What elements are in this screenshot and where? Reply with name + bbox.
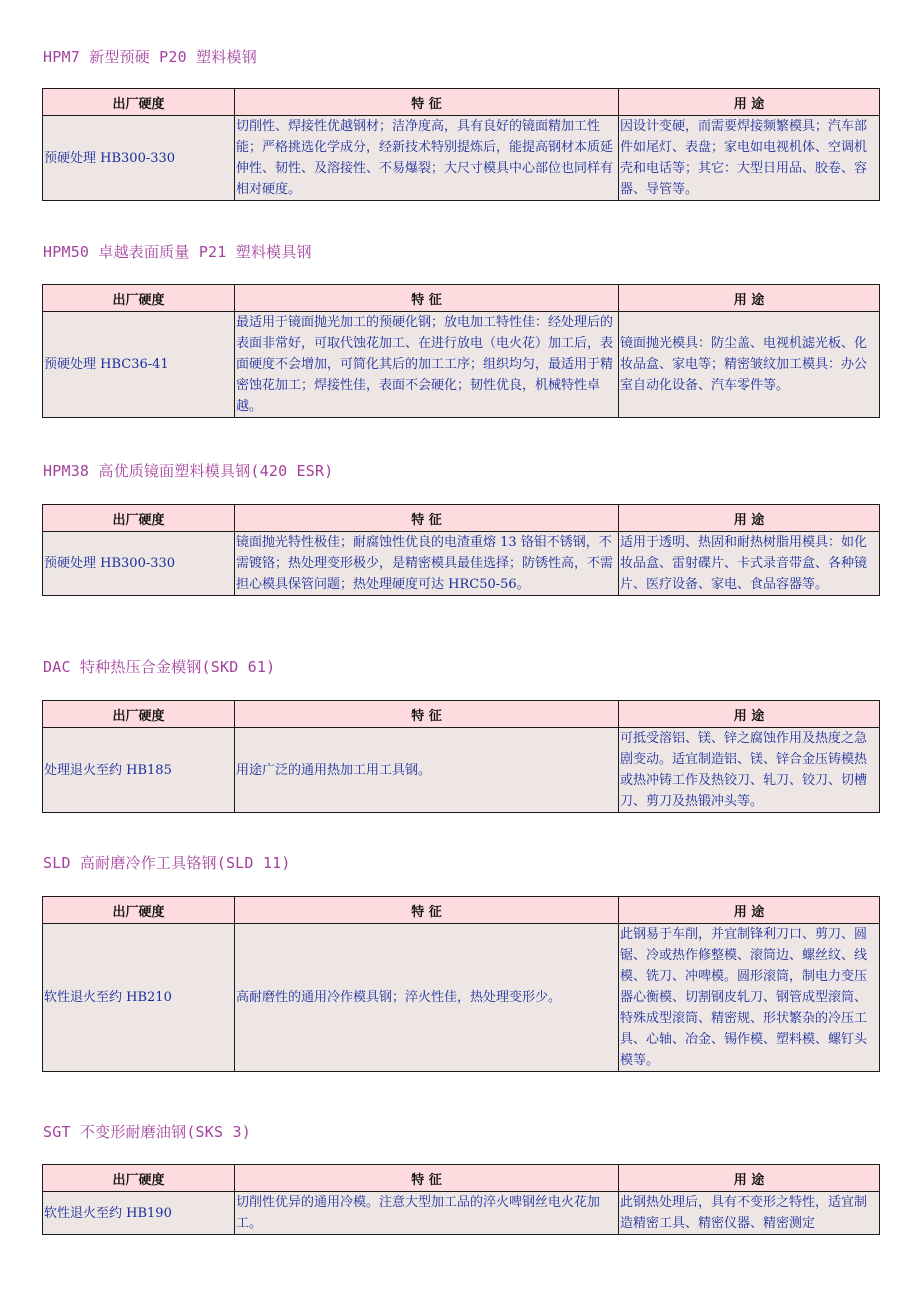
table-row	[43, 924, 880, 1072]
header-usage: 用 途	[619, 505, 880, 532]
section-title-sld: SLD 高耐磨冷作工具铬钢(SLD 11)	[43, 854, 291, 872]
header-hardness: 出厂硬度	[43, 285, 235, 312]
usage-cell: 可抵受溶铝、镁、锌之腐蚀作用及热度之急剧变动。适宜制造铝、镁、锌合金压铸模热或热冲铸工作及热铰刀、轧刀、铰刀、切槽刀、剪刀及热锻冲头等。	[619, 728, 880, 813]
section-title-hpm7: HPM7 新型预硬 P20 塑料模钢	[43, 48, 257, 66]
header-hardness: 出厂硬度	[43, 897, 235, 924]
hardness-cell: 预硬处理 HB300-330	[43, 532, 235, 596]
steel-table-sgt	[42, 1164, 880, 1235]
header-hardness: 出厂硬度	[43, 505, 235, 532]
header-hardness: 出厂硬度	[43, 701, 235, 728]
section-title-sgt: SGT 不变形耐磨油钢(SKS 3)	[43, 1123, 251, 1141]
header-usage: 用 途	[619, 897, 880, 924]
hardness-cell: 软性退火至约 HB210	[43, 924, 235, 1072]
table-header-row	[43, 285, 880, 312]
header-hardness: 出厂硬度	[43, 1165, 235, 1192]
features-cell: 切削性优异的通用冷模。注意大型加工品的淬火啤钢丝电火花加工。	[235, 1192, 619, 1235]
table-row	[43, 312, 880, 418]
steel-table-hpm38	[42, 504, 880, 596]
usage-cell: 此钢易于车削，并宜制锋利刀口、剪刀、圆锯、冷或热作修整模、滚筒边、螺丝纹、线模、铣刀、冲啤模。圆形滚筒，制电力变压器心衡模、切割钢皮轧刀、钢管成型滚筒、特殊成型滚筒、精密规、形状繁杂的冷压工具、心轴、冶金、锡作模、塑料模、螺钉头模等。	[619, 924, 880, 1072]
hardness-cell: 处理退火至约 HB185	[43, 728, 235, 813]
hardness-cell: 预硬处理 HB300-330	[43, 116, 235, 201]
steel-table-dac	[42, 700, 880, 813]
header-usage: 用 途	[619, 285, 880, 312]
features-cell: 用途广泛的通用热加工用工具钢。	[235, 728, 619, 813]
features-cell: 最适用于镜面抛光加工的预硬化钢；放电加工特性佳：经处理后的表面非常好，可取代蚀花加工、在进行放电（电火花）加工后，表面硬度不会增加，可简化其后的加工工序；组织均匀，最适用于精密蚀花加工；焊接性佳，表面不会硬化；韧性优良，机械特性卓越。	[235, 312, 619, 418]
header-features: 特 征	[235, 89, 619, 116]
usage-cell: 适用于透明、热固和耐热树脂用模具：如化妆品盒、雷射碟片、卡式录音带盒、各种镜片、医疗设备、家电、食品容器等。	[619, 532, 880, 596]
hardness-cell: 预硬处理 HBC36-41	[43, 312, 235, 418]
features-cell: 高耐磨性的通用冷作模具钢；淬火性佳，热处理变形少。	[235, 924, 619, 1072]
steel-table-hpm7	[42, 88, 880, 201]
section-title-hpm50: HPM50 卓越表面质量 P21 塑料模具钢	[43, 243, 312, 261]
steel-table-sld	[42, 896, 880, 1072]
section-title-dac: DAC 特种热压合金模钢(SKD 61)	[43, 658, 276, 676]
section-title-hpm38: HPM38 高优质镜面塑料模具钢(420 ESR)	[43, 462, 334, 480]
table-header-row	[43, 897, 880, 924]
table-row	[43, 116, 880, 201]
usage-cell: 镜面抛光模具：防尘盖、电视机滤光板、化妆品盒、家电等；精密皱纹加工模具：办公室自动化设备、汽车零件等。	[619, 312, 880, 418]
table-header-row	[43, 505, 880, 532]
table-header-row	[43, 1165, 880, 1192]
header-usage: 用 途	[619, 1165, 880, 1192]
table-row	[43, 532, 880, 596]
features-cell: 切削性、焊接性优越钢材；洁净度高，具有良好的镜面精加工性能；严格挑选化学成分，经新技术特别提炼后，能提高钢材本质延伸性、韧性、及溶接性、不易爆裂；大尺寸模具中心部位也同样有相对硬度。	[235, 116, 619, 201]
header-features: 特 征	[235, 505, 619, 532]
header-features: 特 征	[235, 897, 619, 924]
usage-cell: 因设计变硬，而需要焊接频繁模具；汽车部件如尾灯、表盘；家电如电视机体、空调机壳和电话等；其它：大型日用品、胶卷、容器、导管等。	[619, 116, 880, 201]
table-row	[43, 1192, 880, 1235]
header-features: 特 征	[235, 285, 619, 312]
steel-table-hpm50	[42, 284, 880, 418]
table-header-row	[43, 89, 880, 116]
header-hardness: 出厂硬度	[43, 89, 235, 116]
features-cell: 镜面抛光特性极佳；耐腐蚀性优良的电渣重熔 13 铬钼不锈钢，不需镀铬；热处理变形极少，是精密模具最佳选择；防锈性高，不需担心模具保管问题；热处理硬度可达 HRC50-56。	[235, 532, 619, 596]
header-usage: 用 途	[619, 89, 880, 116]
table-header-row	[43, 701, 880, 728]
table-row	[43, 728, 880, 813]
hardness-cell: 软性退火至约 HB190	[43, 1192, 235, 1235]
header-features: 特 征	[235, 1165, 619, 1192]
usage-cell: 此钢热处理后，具有不变形之特性，适宜制造精密工具、精密仪器、精密测定	[619, 1192, 880, 1235]
header-usage: 用 途	[619, 701, 880, 728]
header-features: 特 征	[235, 701, 619, 728]
